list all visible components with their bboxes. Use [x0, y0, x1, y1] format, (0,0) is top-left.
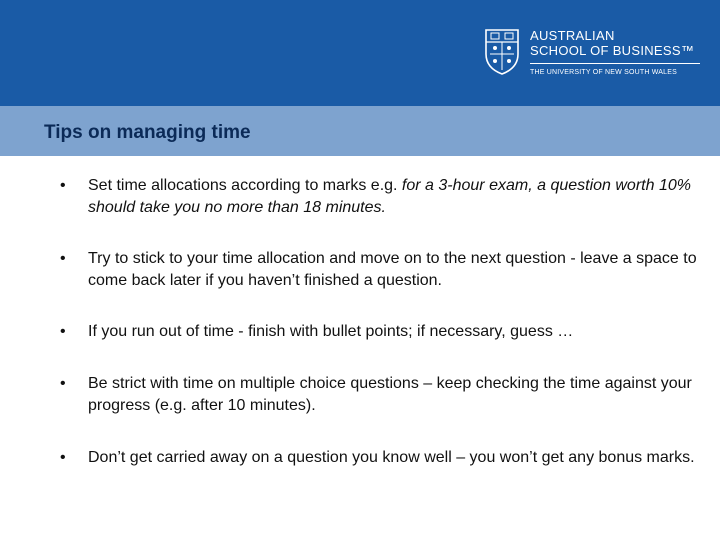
school-logo — [484, 28, 700, 77]
bullet-marker: • — [60, 449, 66, 466]
logo-divider — [530, 63, 700, 64]
bullet-text — [88, 175, 700, 219]
bullet-marker: • — [60, 177, 66, 194]
bullet-marker: • — [60, 250, 66, 267]
logo-line-university: THE UNIVERSITY OF NEW SOUTH WALES — [530, 69, 678, 76]
university-crest-icon — [484, 28, 520, 76]
logo-line-australian: AUSTRALIAN — [530, 28, 615, 43]
bullet-item — [60, 321, 700, 343]
bullet-text-plain: Set time allocations according to marks e.g. — [88, 177, 402, 194]
bullet-text: Be strict with time on multiple choice questions – keep checking the time against your progress (e.g. after 10 minutes). — [88, 375, 692, 414]
bullet-text: Try to stick to your time allocation and move on to the next question - leave a space to come back later if you haven’t finished a question. — [88, 250, 697, 289]
bullet-item — [60, 175, 700, 219]
bullet-text-italic: for a 3-hour exam, a question worth 10% should take you no more than 18 minutes. — [88, 177, 691, 216]
bullet-item — [60, 447, 700, 469]
bullet-item — [60, 248, 700, 292]
logo-wordmark — [530, 28, 700, 77]
bullet-marker: • — [60, 375, 66, 392]
logo-line-school-of-business: SCHOOL OF BUSINESS™ — [530, 43, 695, 58]
bullet-text: If you run out of time - finish with bullet points; if necessary, guess … — [88, 323, 574, 340]
header-band — [0, 0, 720, 106]
bullet-marker: • — [60, 323, 66, 340]
slide-title: Tips on managing time — [44, 122, 251, 143]
bullet-item — [60, 373, 700, 417]
bullet-text: Don’t get carried away on a question you know well – you won’t get any bonus marks. — [88, 449, 695, 466]
